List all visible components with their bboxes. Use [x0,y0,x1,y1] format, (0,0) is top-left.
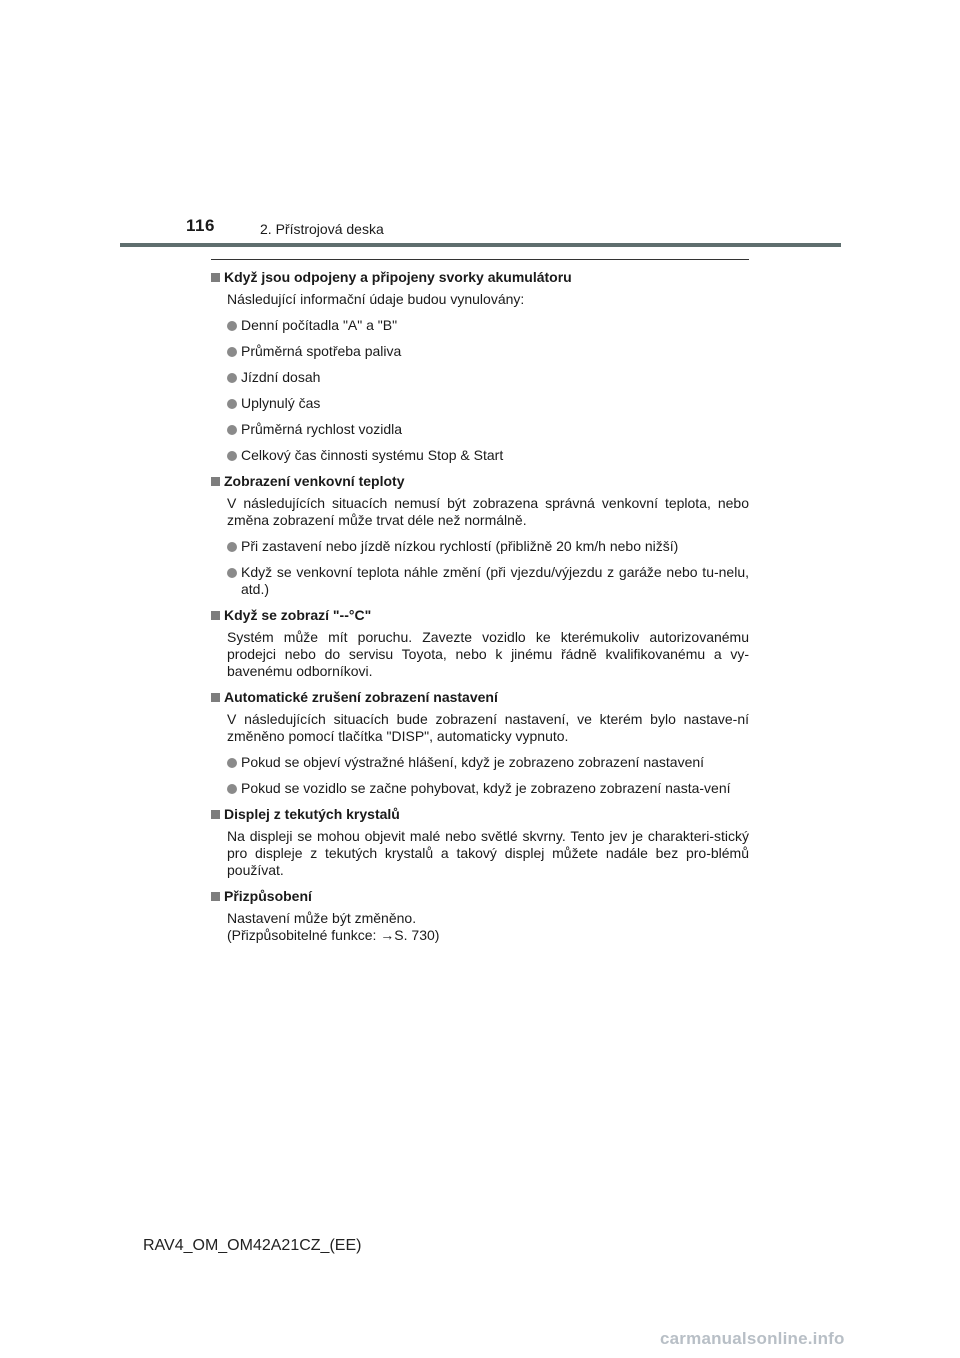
section-heading [211,888,749,905]
header-rule [120,243,841,247]
section-heading [211,689,749,706]
list-item-text: Denní počítadla "A" a "B" [241,317,398,333]
section [211,888,749,944]
square-bullet-icon [211,810,220,819]
list-item [227,369,749,386]
square-bullet-icon [211,477,220,486]
section-heading-text: Přizpůsobení [224,888,312,904]
square-bullet-icon [211,611,220,620]
page-content [211,269,749,953]
round-bullet-icon [227,373,237,383]
body-text: Následující informační údaje budou vynulovány: [227,291,525,307]
section-body [227,291,749,308]
section-body [227,629,749,680]
body-text: Nastavení může být změněno. [227,910,417,926]
body-text: V následujících situacích bude zobrazení nastavení, ve kterém bylo nastave-ní změněno pomocí tlačítka "DISP", automaticky vypnuto. [227,711,749,744]
section-body [227,828,749,879]
list-item [227,317,749,334]
list-item-text: Průměrná rychlost vozidla [241,421,403,437]
section-heading-text: Automatické zrušení zobrazení nastavení [224,689,498,705]
square-bullet-icon [211,892,220,901]
model-code: RAV4_OM_OM42A21CZ_(EE) [143,1237,362,1254]
list-item-text: Když se venkovní teplota náhle změní (při vjezdu/výjezdu z garáže nebo tu-nelu, atd.) [241,564,749,597]
round-bullet-icon [227,451,237,461]
round-bullet-icon [227,542,237,552]
list-item [227,343,749,360]
round-bullet-icon [227,321,237,331]
section-heading-text: Když jsou odpojeny a připojeny svorky akumulátoru [224,269,572,285]
list-item [227,564,749,598]
list-item-text: Uplynulý čas [241,395,321,411]
round-bullet-icon [227,758,237,768]
section-heading-text: Zobrazení venkovní teploty [224,473,405,489]
list-item [227,754,749,771]
round-bullet-icon [227,425,237,435]
round-bullet-icon [227,784,237,794]
section-heading [211,473,749,490]
round-bullet-icon [227,347,237,357]
body-text: V následujících situacích nemusí být zobrazena správná venkovní teplota, nebo změna zobrazení může trvat déle než normálně. [227,495,749,528]
section-body [227,910,749,944]
list-item-text: Jízdní dosah [241,369,321,385]
square-bullet-icon [211,693,220,702]
body-text: Na displeji se mohou objevit malé nebo světlé skvrny. Tento jev je charakteri-stický pro displeje z tekutých krystalů a takový displej můžete nadále bez pro-blémů používat. [227,828,749,878]
list-item [227,395,749,412]
list-item [227,421,749,438]
list-item-text: Průměrná spotřeba paliva [241,343,402,359]
list-item-text: Pokud se objeví výstražné hlášení, když je zobrazeno zobrazení nastavení [241,754,705,770]
section-body [227,495,749,529]
section [211,689,749,797]
round-bullet-icon [227,568,237,578]
section [211,269,749,464]
section-heading-text: Když se zobrazí "--°C" [224,607,372,623]
section [211,607,749,680]
body-text: Systém může mít poruchu. Zavezte vozidlo ke kterémukoliv autorizovanému prodejci nebo do servisu Toyota, nebo k jinému řádně kvalifikovanému a vy-bavenému odborníkovi. [227,629,749,679]
watermark: carmanualsonline.info [660,1329,845,1348]
section-heading [211,806,749,823]
list-item [227,447,749,464]
section-divider [211,259,749,260]
section [211,806,749,879]
section-heading-text: Displej z tekutých krystalů [224,806,400,822]
section [211,473,749,598]
list-item-text: Při zastavení nebo jízdě nízkou rychlostí (přibližně 20 km/h nebo nižší) [241,538,679,554]
section-heading [211,269,749,286]
list-item [227,780,749,797]
chapter-title: 2. Přístrojová deska [260,221,384,237]
section-body [227,711,749,745]
round-bullet-icon [227,399,237,409]
list-item-text: Pokud se vozidlo se začne pohybovat, když je zobrazeno zobrazení nasta-vení [241,780,731,796]
section-heading [211,607,749,624]
square-bullet-icon [211,273,220,282]
page-number: 116 [186,216,215,235]
list-item-text: Celkový čas činnosti systému Stop & Start [241,447,504,463]
body-text: (Přizpůsobitelné funkce: →S. 730) [227,927,440,943]
list-item [227,538,749,555]
